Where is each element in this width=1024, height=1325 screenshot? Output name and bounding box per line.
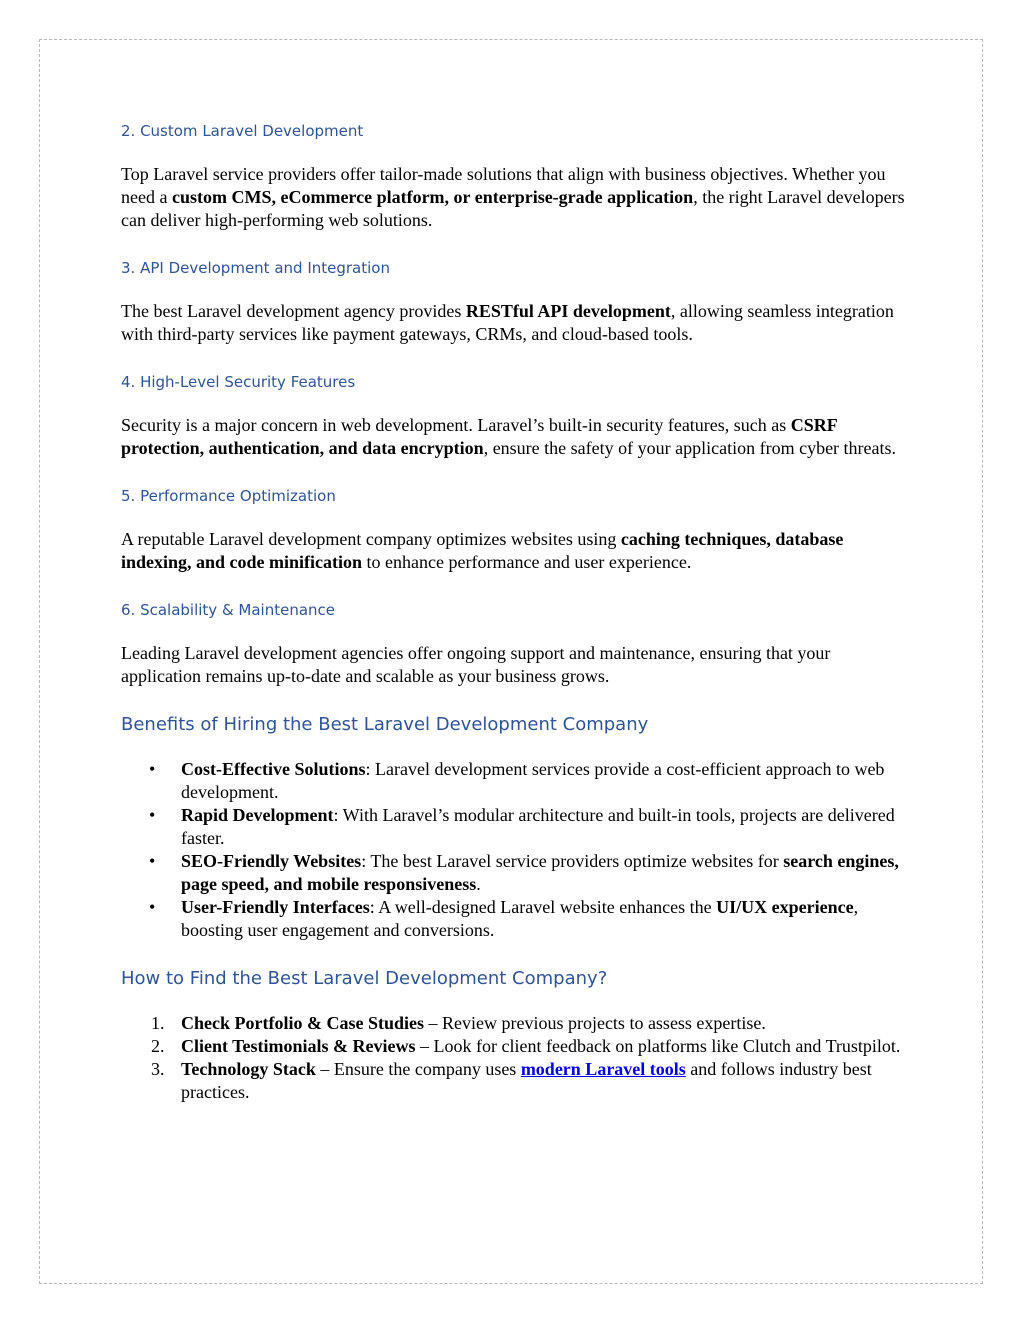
bullet-icon: • xyxy=(149,897,156,917)
text-span: , the right Laravel developers can deliver high-performing web solutions. xyxy=(121,187,905,230)
text-span: , ensure the safety of your application from cyber threats. xyxy=(483,438,897,458)
heading-scalability-maintenance: 6. Scalability & Maintenance xyxy=(121,601,336,619)
list-item xyxy=(149,896,911,942)
heading-api-development: 3. API Development and Integration xyxy=(121,259,390,277)
list-item xyxy=(151,1058,911,1104)
text-span: : With Laravel’s modular architecture and built-in tools, projects are delivered faster. xyxy=(181,805,895,848)
modern-laravel-tools-link[interactable]: modern Laravel tools xyxy=(520,1059,686,1079)
list-item xyxy=(149,804,911,850)
list-number: 2. xyxy=(151,1036,165,1056)
paragraph-scalability: Leading Laravel development agencies offer ongoing support and maintenance, ensuring that your application remains up-to-date and scalable as your business grows. xyxy=(121,643,831,686)
heading-performance-optimization: 5. Performance Optimization xyxy=(121,487,336,505)
paragraph-api-development xyxy=(121,300,911,346)
bold-text: custom CMS, eCommerce platform, or enterprise-grade application xyxy=(171,187,694,207)
text-span: – Review previous projects to assess expertise. xyxy=(423,1013,766,1033)
bold-text: Rapid Development xyxy=(181,805,334,825)
text-span: to enhance performance and user experience. xyxy=(362,552,692,572)
list-item xyxy=(151,1012,911,1035)
paragraph-security xyxy=(121,414,911,460)
list-number: 1. xyxy=(151,1013,165,1033)
bold-text: User-Friendly Interfaces xyxy=(181,897,370,917)
text-span: A reputable Laravel development company optimizes websites using xyxy=(121,529,621,549)
text-span: The best Laravel development agency provides xyxy=(121,301,466,321)
text-span: : Laravel development services provide a cost-efficient approach to web development. xyxy=(181,759,885,802)
paragraph-custom-development xyxy=(121,163,911,232)
text-span: , boosting user engagement and conversions. xyxy=(181,897,859,940)
text-span: Top Laravel service providers offer tailor-made solutions that align with business objectives. Whether you need a xyxy=(121,164,886,207)
text-span: : A well-designed Laravel website enhances the xyxy=(369,897,717,917)
list-number: 3. xyxy=(151,1059,165,1079)
paragraph-performance xyxy=(121,528,911,574)
bold-text: search engines, page speed, and mobile responsiveness xyxy=(181,851,899,894)
bold-text: caching techniques, database indexing, and code minification xyxy=(121,529,844,572)
heading-how-to-find: How to Find the Best Laravel Development Company? xyxy=(121,968,608,989)
bullet-icon: • xyxy=(149,851,156,871)
text-span: , allowing seamless integration with third-party services like payment gateways, CRMs, and cloud-based tools. xyxy=(121,301,894,344)
bold-text: UI/UX experience xyxy=(716,897,854,917)
list-item xyxy=(149,850,911,896)
bold-text: Client Testimonials & Reviews xyxy=(181,1036,416,1056)
text-span: Security is a major concern in web development. Laravel’s built-in security features, such as xyxy=(121,415,791,435)
bullet-icon: • xyxy=(149,805,156,825)
bold-text: Cost-Effective Solutions xyxy=(181,759,366,779)
bold-text: RESTful API development xyxy=(465,301,671,321)
bold-text: SEO-Friendly Websites xyxy=(181,851,362,871)
heading-benefits: Benefits of Hiring the Best Laravel Development Company xyxy=(121,714,649,735)
bold-text: Check Portfolio & Case Studies xyxy=(181,1013,424,1033)
bold-text: Technology Stack xyxy=(181,1059,316,1079)
heading-custom-laravel-development: 2. Custom Laravel Development xyxy=(121,122,364,140)
list-item xyxy=(149,758,911,804)
document-content xyxy=(121,119,911,1104)
text-span: . xyxy=(476,874,481,894)
bold-text: CSRF protection, authentication, and data encryption xyxy=(121,415,838,458)
bullet-icon: • xyxy=(149,759,156,779)
list-item xyxy=(151,1035,911,1058)
benefits-list xyxy=(121,758,911,942)
heading-security-features: 4. High-Level Security Features xyxy=(121,373,356,391)
text-span: : The best Laravel service providers optimize websites for xyxy=(361,851,784,871)
text-span: – Look for client feedback on platforms like Clutch and Trustpilot. xyxy=(415,1036,901,1056)
text-span: and follows industry best practices. xyxy=(181,1059,872,1102)
how-to-list xyxy=(121,1012,911,1104)
text-span: – Ensure the company uses xyxy=(315,1059,521,1079)
